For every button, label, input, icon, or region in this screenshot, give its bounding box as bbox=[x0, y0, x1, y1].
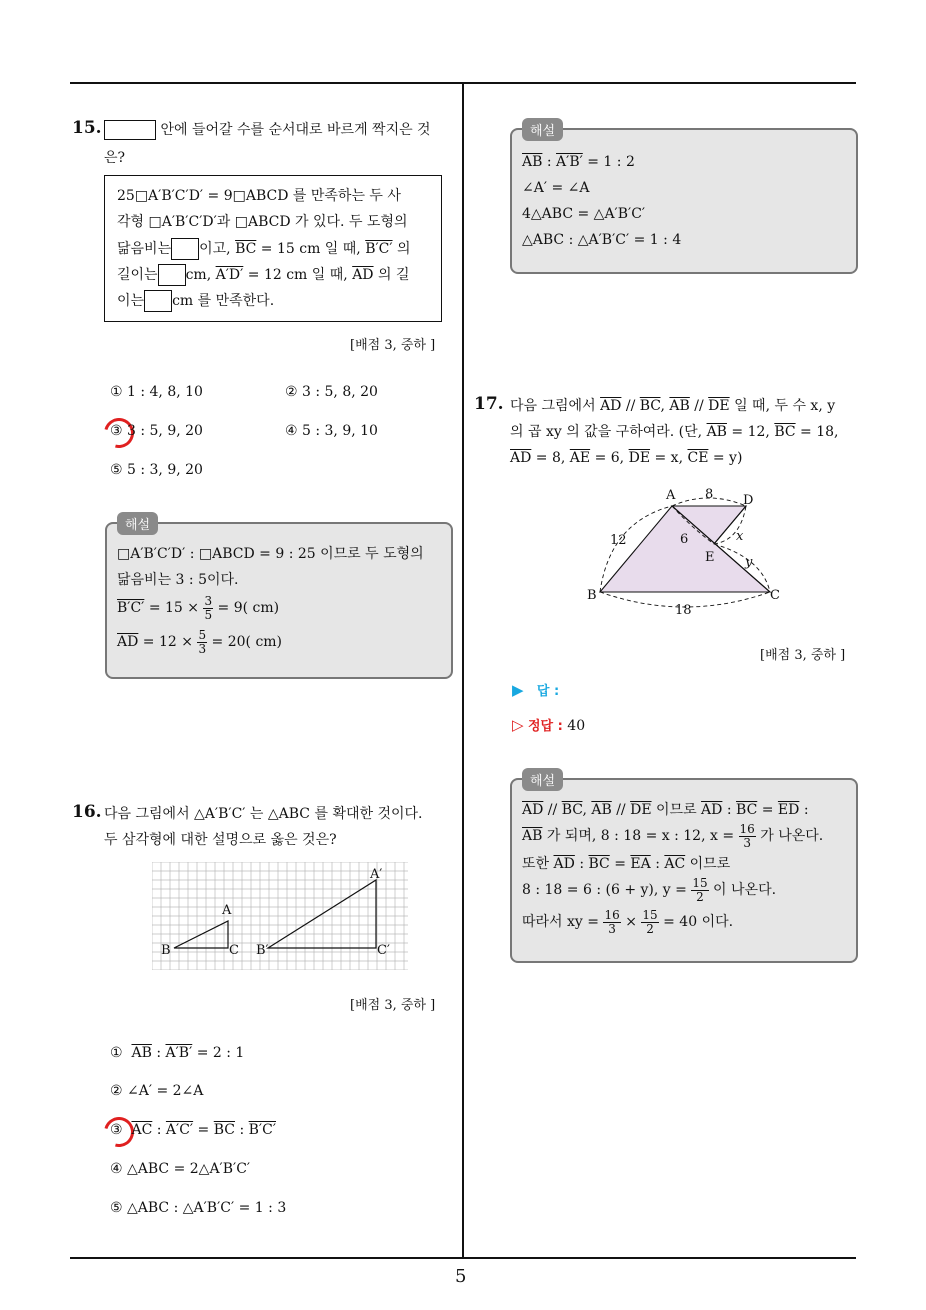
q15-explanation-box bbox=[105, 518, 453, 679]
play-arrow-icon: ▶ bbox=[512, 681, 524, 699]
q15-expl-line4: $\overline{AD} = 12$ × $\frac{5}{3}$ = 20( cm) bbox=[117, 627, 283, 656]
q17-explanation-tag: 해설 bbox=[522, 768, 563, 791]
triangle-abc bbox=[600, 506, 770, 592]
frac-5-3: $\frac{5}{3}$ bbox=[198, 627, 207, 656]
q15-choice-2[interactable]: ② 3 : 5, 8, 20 bbox=[285, 384, 378, 400]
q17-number: 17. bbox=[474, 394, 504, 414]
q17-stem-line3: $\overline{AD} = 8$, $\overline{AE} = 6$, $\overline{DE} = x$, $\overline{CE} = y$) bbox=[510, 450, 743, 466]
q15-number: 15. bbox=[72, 118, 102, 138]
q15-box-line3: 닮음비는 이고, $\overline{BC} = 15$ cm 일 때, B′C′ 의 bbox=[117, 238, 411, 260]
q16-number: 16. bbox=[72, 802, 102, 822]
frac-15-2b: $\frac{15}{2}$ bbox=[642, 907, 658, 936]
q15-box-line5: 이는 cm 를 만족한다. bbox=[117, 290, 274, 312]
q17-expl-line3: 또한 $\overline{AD}$ : $\overline{BC} = \overline{EA}$ : $\overline{AC}$ 이므로 bbox=[522, 856, 731, 872]
bottom-rule bbox=[70, 1257, 856, 1259]
q17-expl-line5: 따라서 xy = $\frac{16}{3}$ × $\frac{15}{2}$ = 40 이다. bbox=[522, 907, 734, 936]
q15-box-line2: 각형 □A′B′C′D′과 □ABCD 가 있다. 두 도형의 bbox=[117, 214, 408, 230]
q17-answer-row[interactable]: ▶ 답 : bbox=[512, 681, 560, 699]
label-e: E bbox=[705, 550, 715, 565]
label-c: C bbox=[229, 943, 239, 958]
label-a2: A′ bbox=[370, 867, 383, 882]
q17-figure bbox=[580, 482, 790, 622]
q17-correct-row: ▷ 정답 : 40 bbox=[512, 716, 586, 734]
q16-choice-1[interactable]: ① $\overline{AB}$ : A′B′ = 2 : 1 bbox=[110, 1045, 245, 1061]
q16-expl-line3: 4△ABC = △A′B′C′ bbox=[522, 206, 646, 222]
q15-stem-line2: 은? bbox=[104, 150, 126, 166]
q17-expl-line1: $\overline{AD} // \overline{BC}$, $\overline{AB} // \overline{DE}$ 이므로 $\overline{AD}$ : $\overline{BC} = \overline{ED}$ : bbox=[522, 802, 809, 818]
q15-box-line1: 25□A′B′C′D′ = 9□ABCD 를 만족하는 두 사 bbox=[117, 188, 401, 204]
q16-explanation-box bbox=[510, 124, 858, 274]
label-a: A bbox=[666, 488, 676, 503]
column-divider bbox=[462, 82, 464, 1258]
q16-grid-figure bbox=[152, 862, 408, 970]
frac-16-3b: $\frac{16}{3}$ bbox=[604, 907, 620, 936]
q15-expl-line3: B′C′ = 15 × $\frac{3}{5}$ = 9( cm) bbox=[117, 593, 280, 622]
q15-choice-4[interactable]: ④ 5 : 3, 9, 10 bbox=[285, 423, 378, 439]
q16-stem-line2: 두 삼각형에 대한 설명으로 옳은 것은? bbox=[104, 832, 337, 848]
q15-explanation-tag: 해설 bbox=[117, 512, 158, 535]
blank-bc bbox=[158, 264, 186, 286]
q15-expl-line1: □A′B′C′D′ : □ABCD = 9 : 25 이므로 두 도형의 bbox=[117, 546, 424, 562]
q16-expl-line1: $\overline{AB}$ : A′B′ = 1 : 2 bbox=[522, 154, 635, 170]
q15-stem-blank bbox=[104, 120, 156, 140]
triangle-a2b2c2 bbox=[268, 880, 376, 948]
label-bc: 18 bbox=[675, 603, 692, 618]
q16-expl-line2: ∠A′ = ∠A bbox=[522, 180, 590, 196]
outline-arrow-icon: ▷ bbox=[512, 716, 524, 734]
q17-expl-line4: 8 : 18 = 6 : (6 + y), y = $\frac{15}{2}$ 이 나온다. bbox=[522, 875, 777, 904]
blank-ad bbox=[144, 290, 172, 312]
q15-choice-1[interactable]: ① 1 : 4, 8, 10 bbox=[110, 384, 203, 400]
label-b: B bbox=[161, 943, 171, 958]
q17-explanation-box bbox=[510, 774, 858, 963]
label-c2: C′ bbox=[377, 943, 390, 958]
label-ce: y bbox=[745, 555, 753, 570]
q16-choice-5[interactable]: ⑤ △ABC : △A′B′C′ = 1 : 3 bbox=[110, 1200, 287, 1216]
q16-choice-2[interactable]: ② ∠A′ = 2∠A bbox=[110, 1083, 204, 1099]
q17-stem-line2: 의 곱 xy 의 값을 구하여라. (단, $\overline{AB} = 12$, $\overline{BC} = 18$, bbox=[510, 424, 839, 440]
q15-choice-3[interactable]: ③ 3 : 5, 9, 20 bbox=[110, 423, 203, 439]
label-a: A bbox=[222, 903, 232, 918]
q16-score: [배점 3, 중하 ] bbox=[350, 998, 436, 1013]
label-b2: B′ bbox=[256, 943, 269, 958]
frac-16-3: $\frac{16}{3}$ bbox=[739, 821, 755, 850]
frac-15-2: $\frac{15}{2}$ bbox=[692, 875, 708, 904]
label-ab: 12 bbox=[610, 533, 627, 548]
q15-stem-line1: 안에 들어갈 수를 순서대로 바르게 짝지은 것 bbox=[104, 120, 431, 140]
q15-score: [배점 3, 중하 ] bbox=[350, 338, 436, 353]
q17-stem-line1: 다음 그림에서 $\overline{AD} // \overline{BC}$, $\overline{AB} // \overline{DE}$ 일 때, 두 수 x, y bbox=[510, 398, 836, 414]
q16-explanation-tag: 해설 bbox=[522, 118, 563, 141]
label-d: D bbox=[743, 493, 754, 508]
label-ad: 8 bbox=[705, 487, 714, 502]
frac-3-5: $\frac{3}{5}$ bbox=[204, 593, 213, 622]
q16-choice-3[interactable]: ③ $\overline{AC}$ : $A'C' = \overline{BC}$ : B′C′ bbox=[110, 1122, 276, 1138]
blank-ratio bbox=[171, 238, 199, 260]
label-b: B bbox=[587, 588, 597, 603]
label-de: x bbox=[736, 529, 744, 544]
q15-expl-line2: 닮음비는 3 : 5이다. bbox=[117, 572, 239, 588]
q15-condition-box bbox=[104, 175, 442, 322]
label-ae: 6 bbox=[680, 532, 689, 547]
q16-choice-4[interactable]: ④ △ABC = 2△A′B′C′ bbox=[110, 1161, 251, 1177]
q17-score: [배점 3, 중하 ] bbox=[760, 648, 846, 663]
q15-choice-5[interactable]: ⑤ 5 : 3, 9, 20 bbox=[110, 462, 203, 478]
q16-stem-line1: 다음 그림에서 △A′B′C′ 는 △ABC 를 확대한 것이다. bbox=[104, 806, 423, 822]
page-number: 5 bbox=[455, 1266, 467, 1287]
q15-box-line4: 길이는 cm, A′D′ = 12 cm 일 때, $\overline{AD}$ 의 길 bbox=[117, 264, 409, 286]
q17-expl-line2: $\overline{AB}$ 가 되며, 8 : 18 = x : 12, x = $\frac{16}{3}$ 가 나온다. bbox=[522, 821, 824, 850]
label-c: C bbox=[770, 588, 780, 603]
q16-expl-line4: △ABC : △A′B′C′ = 1 : 4 bbox=[522, 232, 682, 248]
